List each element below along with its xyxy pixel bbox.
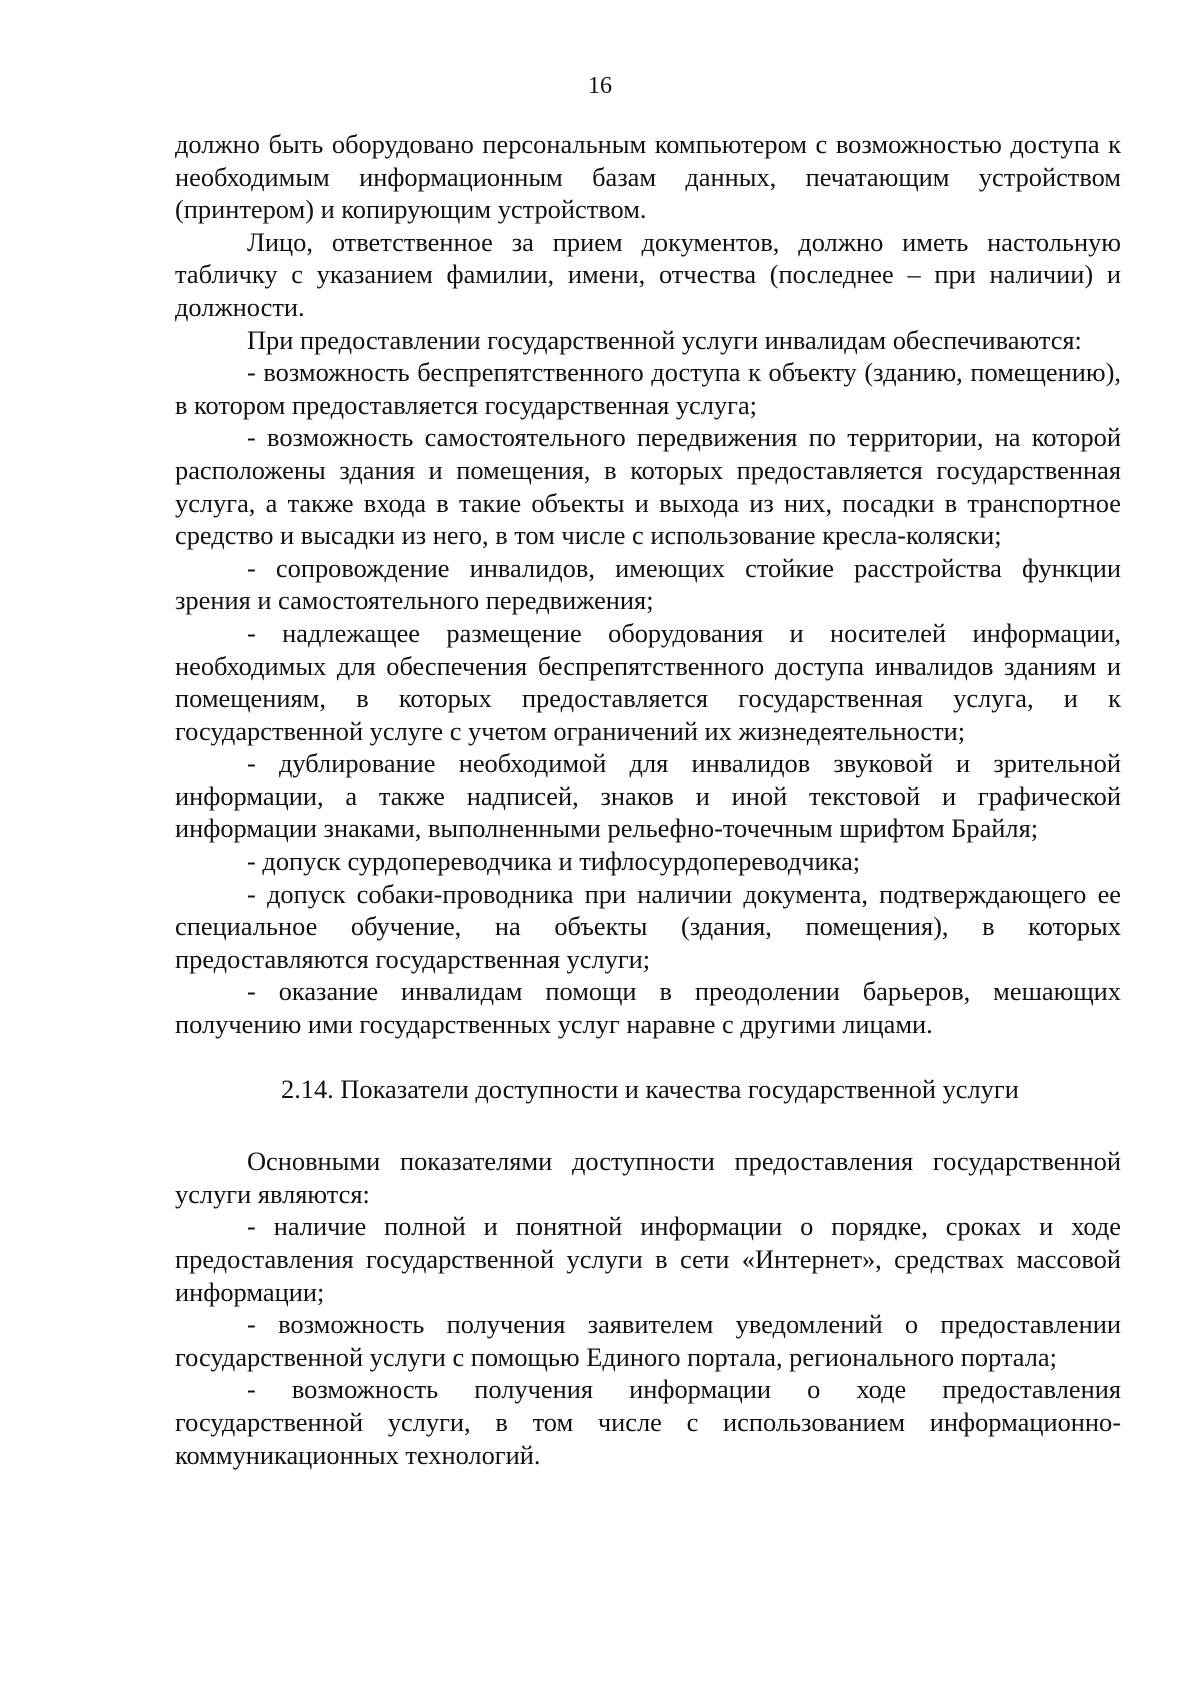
list-item: - возможность беспрепятственного доступа к объекту (зданию, помещению), в котором предоставляется государственная услуга; — [175, 357, 1121, 420]
section-heading: 2.14. Показатели доступности и качества государственной услуги — [281, 1073, 1019, 1104]
list-item: - сопровождение инвалидов, имеющих стойкие расстройства функции зрения и самостоятельного передвижения; — [175, 552, 1121, 616]
page-number: 16 — [588, 73, 612, 99]
list-item: - дублирование необходимой для инвалидов звуковой и зрительной информации, а также надписей, знаков и иной текстовой и графической информации знаками, выполненными рельефно-точечным шрифтом Брайля; — [175, 748, 1121, 844]
list-item: - возможность получения заявителем уведомлений о предоставлении государственной услуги с помощью Единого портала, регионального портала; — [175, 1309, 1121, 1372]
list-item: - допуск собаки-проводника при наличии документа, подтверждающего ее специальное обучение, на объекты (здания, помещения), в которых предоставляются государственная услуги; — [175, 878, 1121, 974]
list-item: - наличие полной и понятной информации о порядке, сроках и ходе предоставления государственной услуги в сети «Интернет», средствах массовой информации; — [175, 1211, 1121, 1307]
paragraph: Основными показателями доступности предоставления государственной услуги являются: — [175, 1146, 1121, 1209]
list-item: - оказание инвалидам помощи в преодолении барьеров, мешающих получению ими государственных услуг наравне с другими лицами. — [175, 976, 1121, 1040]
paragraph: При предоставлении государственной услуги инвалидам обеспечиваются: — [247, 324, 1082, 355]
list-item: - возможность получения информации о ходе предоставления государственной услуги, в том числе с использованием информационно-коммуникационных технологий. — [175, 1374, 1121, 1470]
list-item: - возможность самостоятельного передвижения по территории, на которой расположены здания и помещения, в которых предоставляется государственная услуга, а также входа в такие объекты и выхода из них, посадки в транспортное средство и высадки из него, в том числе с использование кресла-коляски; — [175, 422, 1121, 551]
document-body — [175, 128, 1121, 1471]
list-item: - надлежащее размещение оборудования и носителей информации, необходимых для обеспечения беспрепятственного доступа инвалидов зданиям и помещениям, в которых предоставляется государственная услуга, и к государственной услуге с учетом ограничений их жизнедеятельности; — [175, 617, 1121, 746]
paragraph: Лицо, ответственное за прием документов, должно иметь настольную табличку с указанием фамилии, имени, отчества (последнее – при наличии) и должности. — [175, 226, 1121, 322]
paragraph: должно быть оборудовано персональным компьютером с возможностью доступа к необходимым информационным базам данных, печатающим устройством (принтером) и копирующим устройством. — [175, 129, 1121, 225]
list-item: - допуск сурдопереводчика и тифлосурдопереводчика; — [247, 846, 861, 877]
